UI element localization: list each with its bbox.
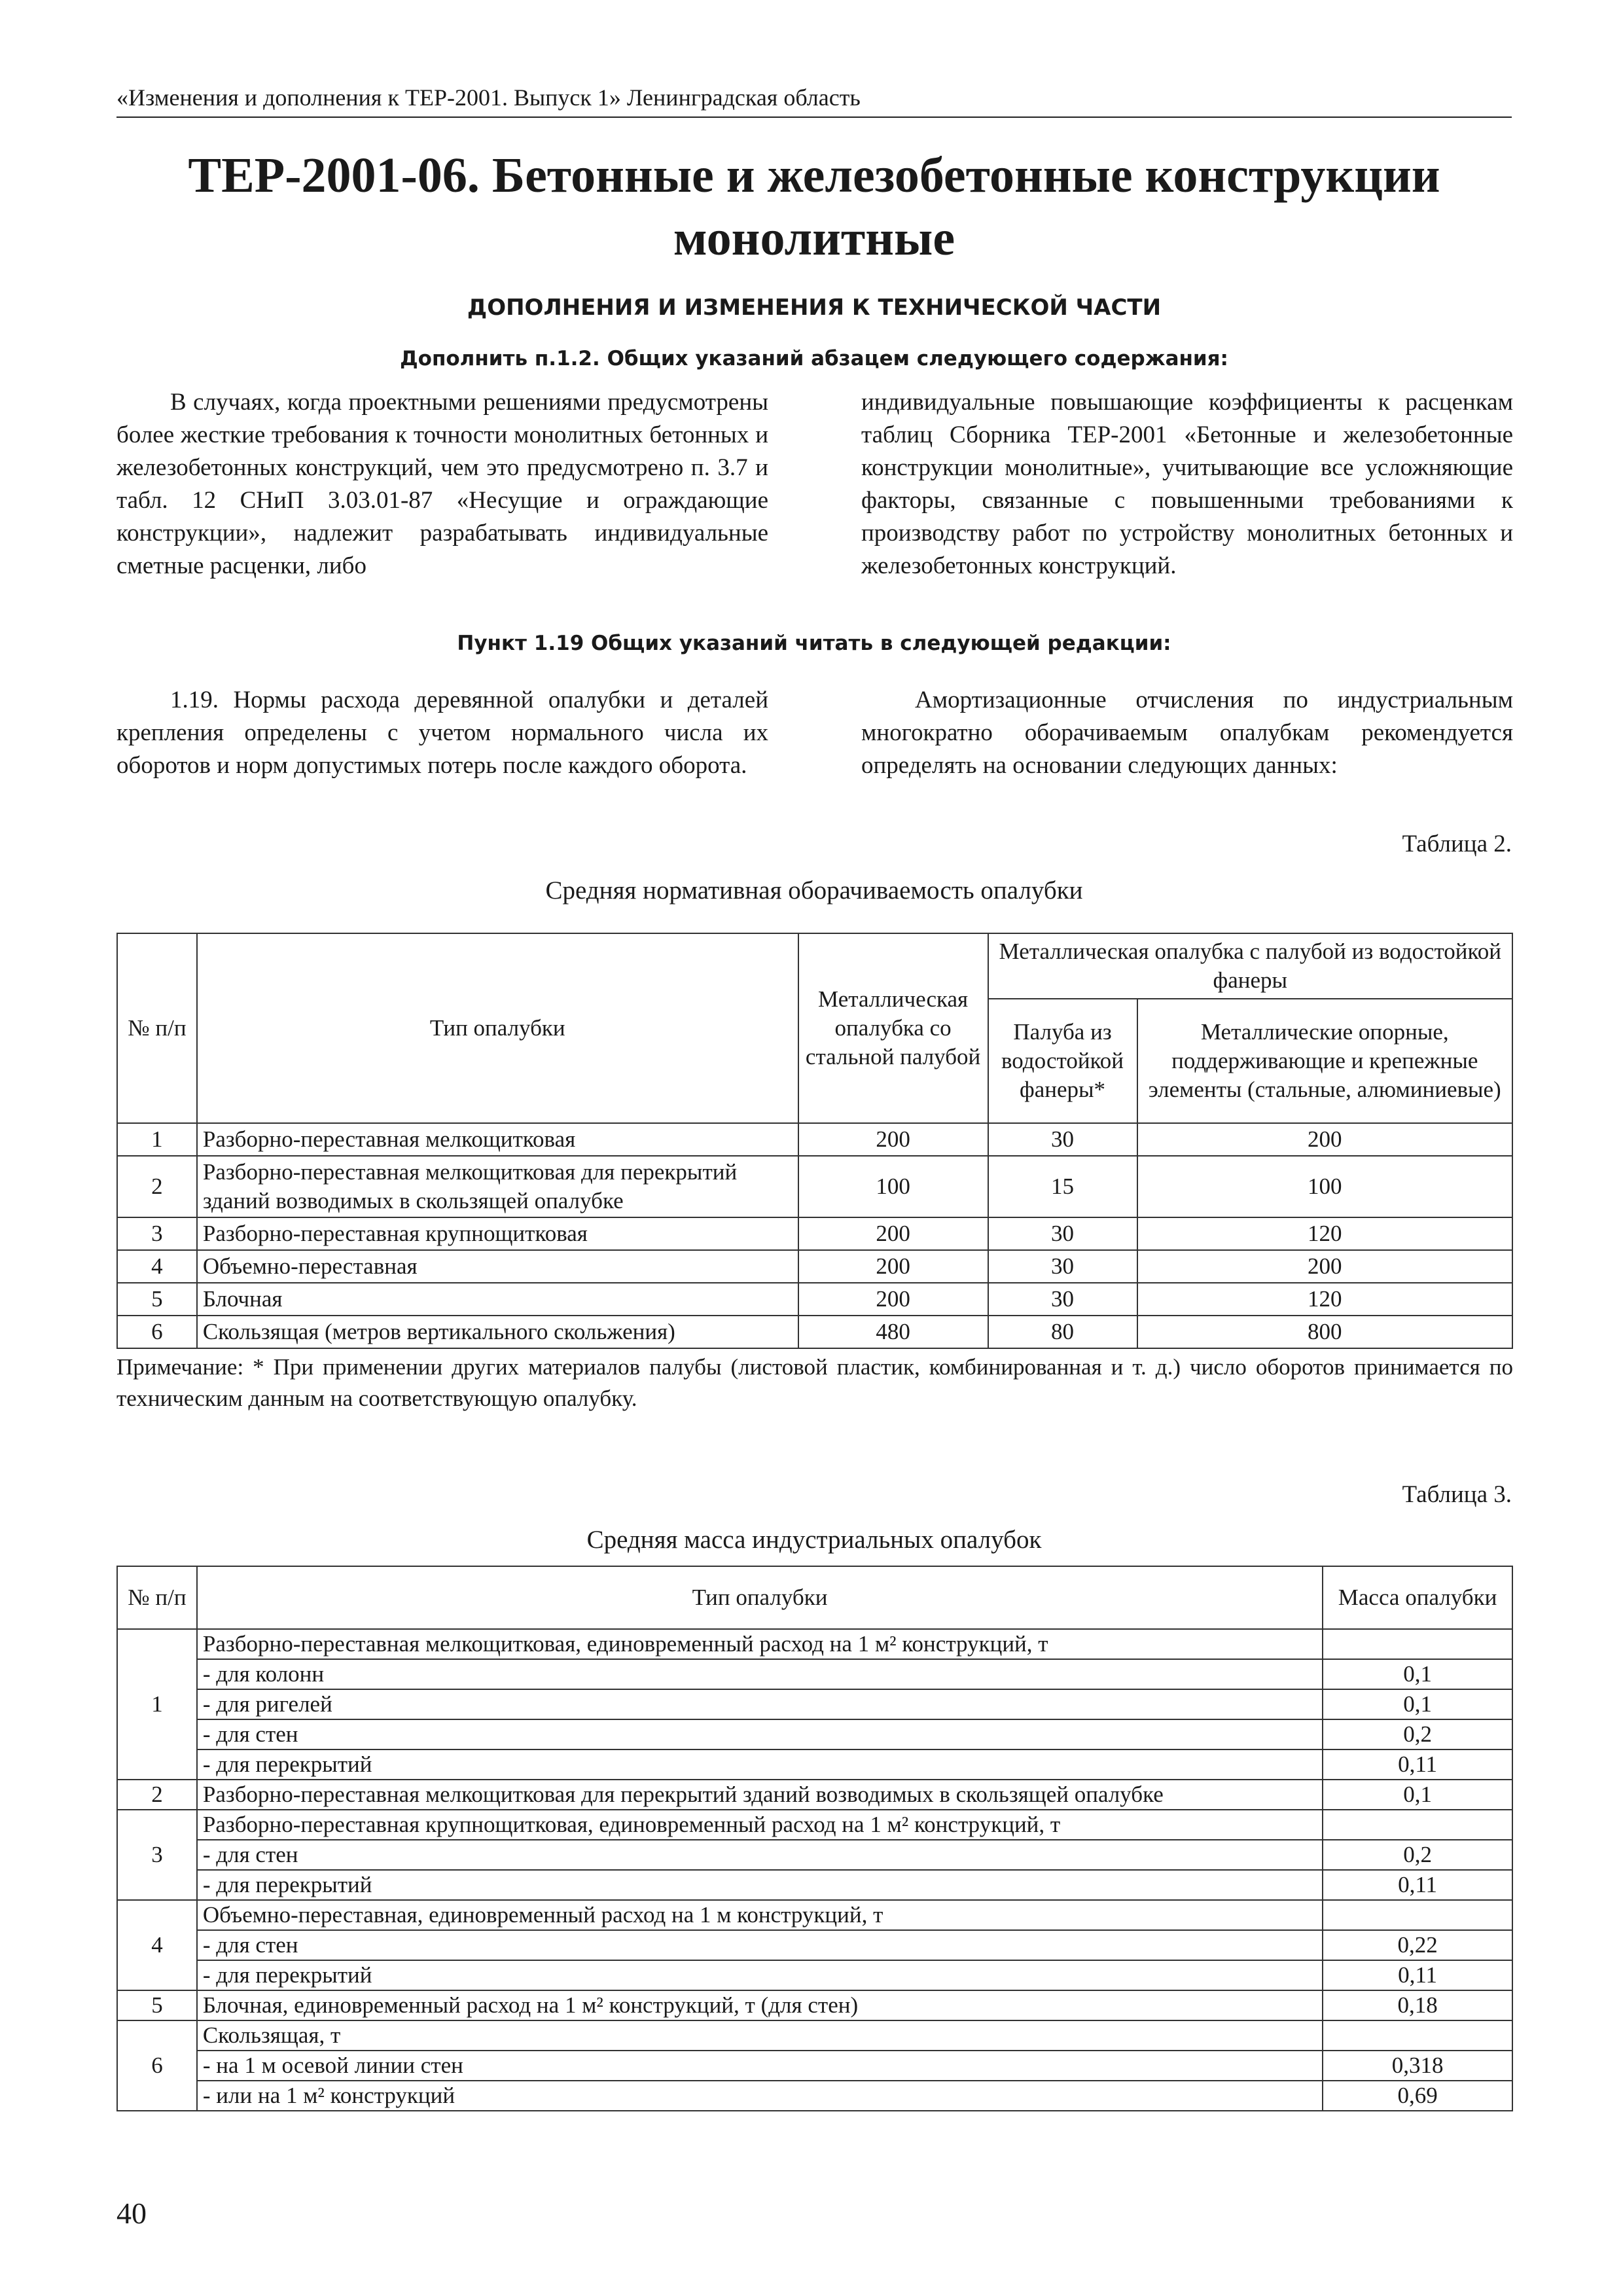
row-mass-empty bbox=[1323, 1629, 1512, 1659]
table-row bbox=[117, 2020, 1512, 2051]
row-type: - на 1 м осевой линии стен bbox=[197, 2051, 1323, 2081]
table-row bbox=[117, 1156, 1512, 1217]
row-type: Блочная bbox=[197, 1283, 798, 1316]
row-type: Разборно-переставная мелкощитковая для перекрытий зданий возводимых в скользящей опалубке bbox=[197, 1780, 1323, 1810]
paragraph-1-left: В случаях, когда проектными решениями предусмотрены более жесткие требования к точности монолитных бетонных и железобетонных конструкций, чем это предусмотрено п. 3.7 и табл. 12 СНиП 3.03.01-87 «Несущие и ограждающие конструкции», надлежит разрабатывать индивидуальные сметные расценки, либо bbox=[116, 389, 768, 579]
row-type: Блочная, единовременный расход на 1 м² конструкций, т (для стен) bbox=[197, 1990, 1323, 2020]
row-number: 5 bbox=[117, 1283, 197, 1316]
row-number: 4 bbox=[117, 1900, 197, 1990]
row-mass: 0,69 bbox=[1323, 2081, 1512, 2111]
row-number: 4 bbox=[117, 1250, 197, 1283]
table-row bbox=[117, 1840, 1512, 1870]
running-header: «Изменения и дополнения к ТЕР-2001. Выпуск 1» Ленинградская область bbox=[116, 84, 1512, 118]
row-mass: 0,1 bbox=[1323, 1659, 1512, 1689]
table-3 bbox=[116, 1566, 1513, 2111]
row-steel-value: 200 bbox=[798, 1283, 988, 1316]
row-elements-value: 100 bbox=[1137, 1156, 1513, 1217]
row-steel-value: 200 bbox=[798, 1250, 988, 1283]
table-row bbox=[117, 1629, 1512, 1659]
row-mass-empty bbox=[1323, 2020, 1512, 2051]
row-elements-value: 800 bbox=[1137, 1316, 1513, 1348]
row-plywood-value: 30 bbox=[988, 1123, 1137, 1156]
table-3-header-type: Тип опалубки bbox=[197, 1566, 1323, 1629]
row-elements-value: 200 bbox=[1137, 1123, 1513, 1156]
table-3-header-mass: Масса опалубки bbox=[1323, 1566, 1512, 1629]
row-number: 1 bbox=[117, 1123, 197, 1156]
table-row bbox=[117, 1283, 1512, 1316]
row-mass: 0,22 bbox=[1323, 1930, 1512, 1960]
table-row bbox=[117, 1780, 1512, 1810]
row-type: Скользящая, т bbox=[197, 2020, 1323, 2051]
row-number: 2 bbox=[117, 1780, 197, 1810]
table-row bbox=[117, 2051, 1512, 2081]
table-row bbox=[117, 1250, 1512, 1283]
row-mass: 0,1 bbox=[1323, 1780, 1512, 1810]
row-type: - для перекрытий bbox=[197, 1749, 1323, 1780]
row-type: - для перекрытий bbox=[197, 1870, 1323, 1900]
row-mass: 0,11 bbox=[1323, 1870, 1512, 1900]
table-row bbox=[117, 1900, 1512, 1930]
page-title bbox=[116, 144, 1512, 270]
table-3-label: Таблица 3. bbox=[1402, 1481, 1512, 1508]
table-3-header-num: № п/п bbox=[117, 1566, 197, 1629]
row-mass: 0,1 bbox=[1323, 1689, 1512, 1719]
row-number: 2 bbox=[117, 1156, 197, 1217]
section-heading: ДОПОЛНЕНИЯ И ИЗМЕНЕНИЯ К ТЕХНИЧЕСКОЙ ЧАСТИ bbox=[467, 295, 1162, 321]
row-number: 1 bbox=[117, 1629, 197, 1780]
title-line-2: монолитные bbox=[673, 211, 955, 266]
table-2-header-plywood: Палуба из водостойкой фанеры* bbox=[988, 999, 1137, 1123]
table-row bbox=[117, 1316, 1512, 1348]
table-3-caption: Средняя масса индустриальных опалубок bbox=[586, 1526, 1042, 1554]
row-elements-value: 200 bbox=[1137, 1250, 1513, 1283]
row-mass: 0,11 bbox=[1323, 1960, 1512, 1990]
row-number: 6 bbox=[117, 1316, 197, 1348]
paragraph-2-right: Амортизационные отчисления по индустриальным многократно оборачиваемым опалубкам рекомендуется определять на основании следующих данных: bbox=[861, 687, 1513, 779]
page-number: 40 bbox=[116, 2197, 147, 2230]
row-type: Разборно-переставная мелкощитковая для перекрытий зданий возводимых в скользящей опалубке bbox=[197, 1156, 798, 1217]
row-mass: 0,318 bbox=[1323, 2051, 1512, 2081]
table-row bbox=[117, 1870, 1512, 1900]
row-number: 6 bbox=[117, 2020, 197, 2111]
row-type: Разборно-переставная крупнощитковая, единовременный расход на 1 м² конструкций, т bbox=[197, 1810, 1323, 1840]
row-mass: 0,11 bbox=[1323, 1749, 1512, 1780]
paragraph-2-left: 1.19. Нормы расхода деревянной опалубки и деталей крепления определены с учетом нормального числа их оборотов и норм допустимых потерь после каждого оборота. bbox=[116, 687, 768, 779]
row-elements-value: 120 bbox=[1137, 1283, 1513, 1316]
row-number: 3 bbox=[117, 1217, 197, 1250]
subheading-1: Дополнить п.1.2. Общих указаний абзацем следующего содержания: bbox=[400, 347, 1228, 370]
row-type: Разборно-переставная мелкощитковая bbox=[197, 1123, 798, 1156]
row-type: - для ригелей bbox=[197, 1689, 1323, 1719]
title-line-1: ТЕР-2001-06. Бетонные и железобетонные конструкции bbox=[188, 148, 1440, 203]
table-row bbox=[117, 1659, 1512, 1689]
row-plywood-value: 30 bbox=[988, 1250, 1137, 1283]
row-plywood-value: 30 bbox=[988, 1283, 1137, 1316]
paragraph-1-right: индивидуальные повышающие коэффициенты к расценкам таблиц Сборника ТЕР-2001 «Бетонные и железобетонные конструкции монолитные», учитывающие все усложняющие факторы, связанные с повышенными требованиями к производству работ по устройству монолитных бетонных и железобетонных конструкций. bbox=[861, 389, 1513, 579]
row-steel-value: 100 bbox=[798, 1156, 988, 1217]
row-steel-value: 200 bbox=[798, 1123, 988, 1156]
row-plywood-value: 30 bbox=[988, 1217, 1137, 1250]
table-2-header-steel: Металлическая опалубка со стальной палубой bbox=[798, 933, 988, 1123]
subheading-2: Пункт 1.19 Общих указаний читать в следующей редакции: bbox=[457, 632, 1171, 655]
row-steel-value: 200 bbox=[798, 1217, 988, 1250]
table-2-header-num: № п/п bbox=[117, 933, 197, 1123]
table-row bbox=[117, 1990, 1512, 2020]
row-mass: 0,18 bbox=[1323, 1990, 1512, 2020]
table-row bbox=[117, 1960, 1512, 1990]
row-plywood-value: 15 bbox=[988, 1156, 1137, 1217]
row-type: Скользящая (метров вертикального скольжения) bbox=[197, 1316, 798, 1348]
row-mass: 0,2 bbox=[1323, 1840, 1512, 1870]
row-mass: 0,2 bbox=[1323, 1719, 1512, 1749]
row-type: Разборно-переставная крупнощитковая bbox=[197, 1217, 798, 1250]
row-mass-empty bbox=[1323, 1810, 1512, 1840]
row-type: - для стен bbox=[197, 1930, 1323, 1960]
table-row bbox=[117, 1217, 1512, 1250]
table-row bbox=[117, 1689, 1512, 1719]
row-number: 5 bbox=[117, 1990, 197, 2020]
row-number: 3 bbox=[117, 1810, 197, 1900]
table-row bbox=[117, 1810, 1512, 1840]
row-type: - для стен bbox=[197, 1840, 1323, 1870]
table-row bbox=[117, 1123, 1512, 1156]
table-2 bbox=[116, 933, 1513, 1349]
row-type: - или на 1 м² конструкций bbox=[197, 2081, 1323, 2111]
table-row bbox=[117, 1719, 1512, 1749]
table-2-header-elements: Металлические опорные, поддерживающие и крепежные элементы (стальные, алюминиевые) bbox=[1137, 999, 1513, 1123]
table-row bbox=[117, 1749, 1512, 1780]
row-type: Объемно-переставная bbox=[197, 1250, 798, 1283]
row-type: Объемно-переставная, единовременный расход на 1 м конструкций, т bbox=[197, 1900, 1323, 1930]
row-type: Разборно-переставная мелкощитковая, единовременный расход на 1 м² конструкций, т bbox=[197, 1629, 1323, 1659]
row-steel-value: 480 bbox=[798, 1316, 988, 1348]
row-type: - для перекрытий bbox=[197, 1960, 1323, 1990]
table-row bbox=[117, 2081, 1512, 2111]
row-mass-empty bbox=[1323, 1900, 1512, 1930]
row-type: - для стен bbox=[197, 1719, 1323, 1749]
table-2-header-type: Тип опалубки bbox=[197, 933, 798, 1123]
table-row bbox=[117, 1930, 1512, 1960]
row-elements-value: 120 bbox=[1137, 1217, 1513, 1250]
row-plywood-value: 80 bbox=[988, 1316, 1137, 1348]
table-2-label: Таблица 2. bbox=[1402, 831, 1512, 857]
table-2-note: Примечание: * При применении других материалов палубы (листовой пластик, комбинированная и т. д.) число оборотов принимается по техническим данным на соответствующую опалубку. bbox=[116, 1354, 1513, 1411]
table-2-header-plywood-group: Металлическая опалубка с палубой из водостойкой фанеры bbox=[988, 933, 1512, 999]
table-2-caption: Средняя нормативная оборачиваемость опалубки bbox=[545, 876, 1083, 905]
row-type: - для колонн bbox=[197, 1659, 1323, 1689]
